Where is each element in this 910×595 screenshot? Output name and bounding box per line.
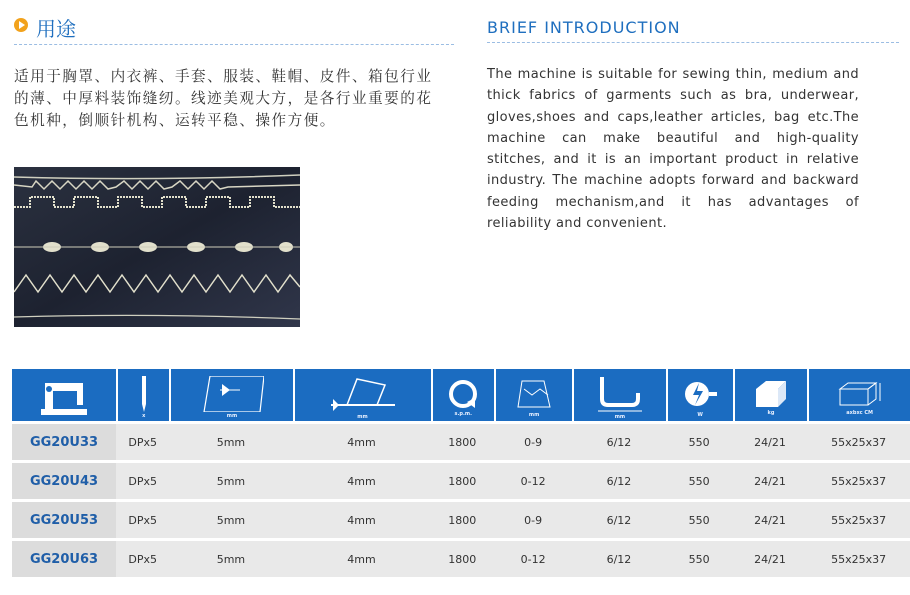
- dashed-divider: [487, 42, 899, 43]
- speed-icon: s.p.m.: [431, 369, 494, 421]
- weight-box-icon: kg: [733, 369, 808, 421]
- needle-cell: DPx5: [116, 463, 169, 499]
- bed-cell: 6/12: [572, 463, 665, 499]
- foot-lift-cell: 4mm: [293, 463, 431, 499]
- needle-cell: DPx5: [116, 424, 169, 460]
- speed-cell: 1800: [431, 502, 494, 538]
- stitch-length-cell: 0-12: [494, 541, 572, 577]
- model-cell: GG20U53: [12, 502, 116, 538]
- presser-foot-lift-icon: mm: [293, 369, 431, 421]
- foot-lift-cell: 4mm: [293, 541, 431, 577]
- table-row: [12, 424, 910, 460]
- bed-cell: 6/12: [572, 424, 665, 460]
- stitch-length-cell: 0-9: [494, 502, 572, 538]
- chinese-section-header: [14, 14, 454, 44]
- english-section-header: [487, 18, 899, 44]
- table-row: [12, 541, 910, 577]
- speed-cell: 1800: [431, 541, 494, 577]
- size-cell: 55x25x37: [807, 463, 910, 499]
- play-bullet-icon: [14, 18, 28, 32]
- bed-cell: 6/12: [572, 541, 665, 577]
- stitch-width-cell: 5mm: [169, 424, 292, 460]
- power-cell: 550: [666, 463, 733, 499]
- power-cell: 550: [666, 424, 733, 460]
- speed-cell: 1800: [431, 424, 494, 460]
- sewing-machine-icon: [12, 369, 116, 421]
- needle-cell: DPx5: [116, 502, 169, 538]
- stitch-width-cell: 5mm: [169, 502, 292, 538]
- model-cell: GG20U63: [12, 541, 116, 577]
- motor-power-icon: W: [666, 369, 733, 421]
- model-cell: GG20U43: [12, 463, 116, 499]
- stitch-length-cell: 0-12: [494, 463, 572, 499]
- model-cell: GG20U33: [12, 424, 116, 460]
- chinese-description: 适用于胸罩、内衣裤、手套、服装、鞋帽、皮件、箱包行业的薄、中厚料装饰缝纫。线迹美观大方，是各行业重要的花色机种，倒顺针机构、运转平稳、操作方便。: [14, 68, 433, 129]
- dashed-divider: [14, 44, 454, 45]
- stitch-width-cell: 5mm: [169, 541, 292, 577]
- speed-cell: 1800: [431, 463, 494, 499]
- stitch-length-cell: 0-9: [494, 424, 572, 460]
- stitch-width-icon: mm: [169, 369, 292, 421]
- size-cell: 55x25x37: [807, 424, 910, 460]
- stitch-sample-photo: [14, 167, 300, 327]
- size-cell: 55x25x37: [807, 502, 910, 538]
- needle-cell: DPx5: [116, 541, 169, 577]
- spec-header-row: [12, 369, 910, 421]
- bed-cell: 6/12: [572, 502, 665, 538]
- package-dimension-icon: axbxc CM: [807, 369, 910, 421]
- english-section-title: BRIEF INTRODUCTION: [487, 18, 681, 37]
- table-row: [12, 502, 910, 538]
- foot-lift-cell: 4mm: [293, 502, 431, 538]
- needle-icon: x: [116, 369, 169, 421]
- stitch-length-icon: mm: [494, 369, 572, 421]
- foot-lift-cell: 4mm: [293, 424, 431, 460]
- weight-cell: 24/21: [733, 541, 808, 577]
- weight-cell: 24/21: [733, 463, 808, 499]
- specification-table: [12, 366, 910, 580]
- bed-depth-icon: mm: [572, 369, 665, 421]
- power-cell: 550: [666, 502, 733, 538]
- weight-cell: 24/21: [733, 424, 808, 460]
- table-row: [12, 463, 910, 499]
- stitch-width-cell: 5mm: [169, 463, 292, 499]
- chinese-section-title: 用途: [36, 17, 76, 41]
- weight-cell: 24/21: [733, 502, 808, 538]
- power-cell: 550: [666, 541, 733, 577]
- english-description: The machine is suitable for sewing thin, medium and thick fabrics of garments such as bra, underwear, gloves,shoes and caps,leather articles, bag etc.The machine can make beautiful and high-quality stitches, and it is an important product in relative industry. The machine adopts forward and backward feeding mechanism,and it has advantages of reliability and convenient.: [487, 67, 859, 232]
- size-cell: 55x25x37: [807, 541, 910, 577]
